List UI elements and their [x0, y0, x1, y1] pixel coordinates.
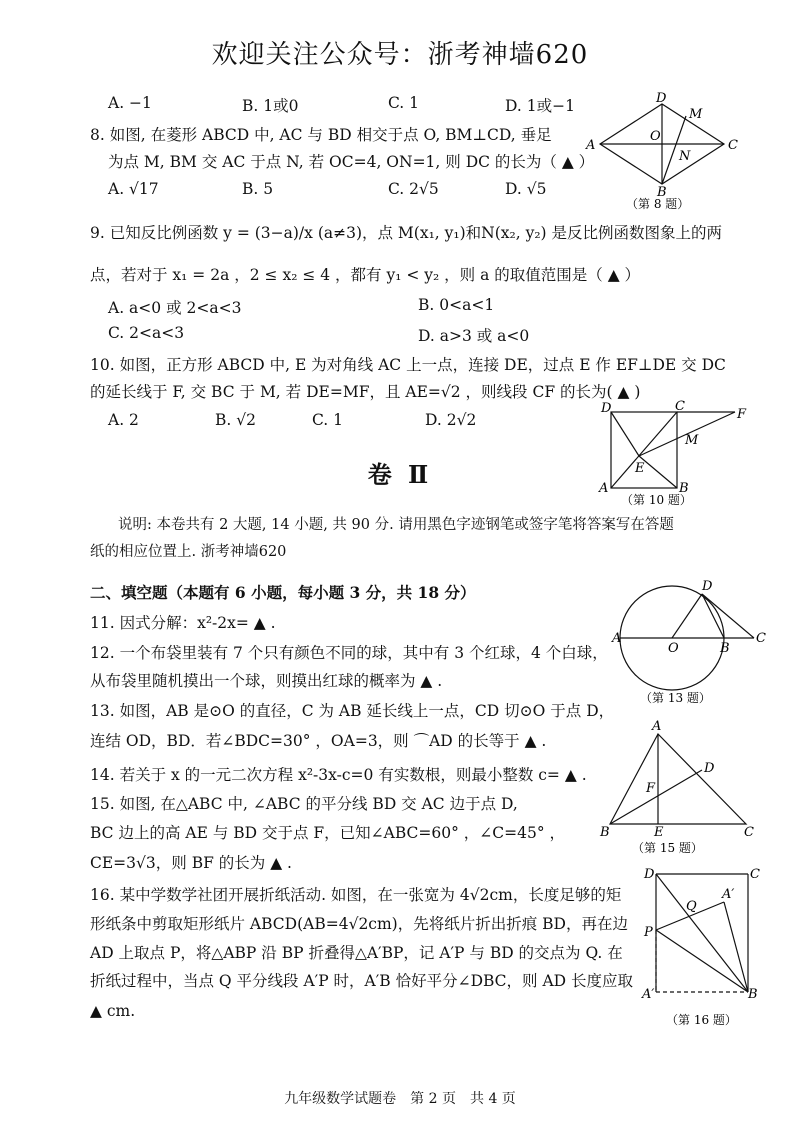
q13-label-c: C [756, 631, 766, 646]
q15-caption: （第 15 题） [632, 841, 703, 855]
q10-label-m: M [685, 433, 699, 448]
q8-option-b: B. 5 [242, 180, 274, 198]
q10-label-e: E [635, 461, 645, 476]
q8-label-o: O [650, 129, 661, 144]
q7-option-c: C. 1 [388, 94, 420, 112]
q15-line3: CE=3√3，则 BF 的长为 ▲ . [90, 854, 292, 872]
q8-option-c: C. 2√5 [388, 180, 439, 198]
q16-line4: 折纸过程中，当点 Q 平分线段 A′P 时，A′B 恰好平分∠DBC，则 AD 长度应取 [90, 972, 634, 990]
q13-line2: 连结 OD，BD．若∠BDC=30° ，OA=3，则 ⌒AD 的长等于 ▲ . [90, 732, 547, 750]
q15-label-e: E [654, 825, 664, 840]
q9-stem-line1: 9. 已知反比例函数 y = (3−a)/x (a≠3)，点 M(x₁, y₁)和N(x₂, y₂) 是反比例函数图象上的两 [90, 224, 723, 242]
q11-text: 11. 因式分解：x²-2x= ▲ . [90, 614, 276, 632]
part2-note-line2: 纸的相应位置上. 浙考神墙620 [90, 544, 287, 560]
q15-label-b: B [600, 825, 610, 840]
q10-stem-line1: 10. 如图，正方形 ABCD 中, E 为对角线 AC 上一点，连接 DE，过点 E 作 EF⊥DE 交 DC [90, 356, 726, 374]
q7-option-d: D. 1或−1 [505, 97, 575, 115]
q8-option-d: D. √5 [505, 180, 547, 198]
q8-label-d: D [656, 92, 667, 106]
q8-stem-line2: 为点 M, BM 交 AC 于点 N, 若 OC=4, ON=1, 则 DC 的长为（ ▲ ） [108, 153, 595, 171]
q10-label-f: F [737, 407, 747, 422]
q14-text: 14. 若关于 x 的一元二次方程 x²-3x-c=0 有实数根，则最小整数 c= ▲ . [90, 766, 587, 784]
section2-heading: 二、填空题（本题有 6 小题，每小题 3 分，共 18 分） [90, 583, 476, 602]
q15-label-d: D [704, 761, 715, 776]
q9-option-b: B. 0<a<1 [418, 296, 495, 314]
q16-label-d: D [644, 867, 655, 882]
q13-line1: 13. 如图，AB 是⊙O 的直径，C 为 AB 延长线上一点，CD 切⊙O 于点 D， [90, 702, 615, 720]
q10-label-d: D [601, 401, 612, 416]
q9-stem-line2: 点，若对于 x₁ = 2a ，2 ≤ x₂ ≤ 4 ，都有 y₁ < y₂ ，则 a 的取值范围是（ ▲ ） [90, 266, 641, 284]
q10-label-c: C [675, 400, 685, 414]
q16-line2: 形纸条中剪取矩形纸片 ABCD(AB=4√2cm)，先将纸片折出折痕 BD，再在边 [90, 915, 628, 933]
q8-rhombus-figure [580, 92, 750, 210]
q15-triangle-figure [596, 720, 766, 856]
q13-label-b: B [720, 641, 730, 656]
q13-circle-figure [610, 578, 780, 708]
q16-line1: 16. 某中学数学社团开展折纸活动. 如图，在一张宽为 4√2cm，长度足够的矩 [90, 886, 622, 904]
q13-label-a: A [612, 631, 622, 646]
q8-label-m: M [689, 107, 703, 122]
q10-label-b: B [679, 481, 689, 496]
q8-stem-line1: 8. 如图, 在菱形 ABCD 中, AC 与 BD 相交于点 O, BM⊥CD, 垂足 [90, 126, 552, 144]
header-banner: 欢迎关注公众号：浙考神墙620 [211, 40, 589, 70]
q15-label-a: A [652, 720, 662, 734]
q8-label-a: A [586, 138, 596, 153]
q16-line3: AD 上取点 P，将△ABP 沿 BP 折叠得△A′BP，记 A′P 与 BD 的交点为 Q. 在 [90, 944, 623, 962]
q13-label-d: D [702, 579, 713, 594]
q16-fold-figure [638, 864, 768, 1034]
q16-line5: ▲ cm. [90, 1002, 136, 1020]
q7-option-b: B. 1或0 [242, 97, 299, 115]
q15-line1: 15. 如图, 在△ABC 中, ∠ABC 的平分线 BD 交 AC 边于点 D, [90, 795, 518, 813]
q9-option-d: D. a>3 或 a<0 [418, 327, 530, 345]
q12-line2: 从布袋里随机摸出一个球，则摸出红球的概率为 ▲ . [90, 672, 443, 690]
q15-label-f: F [646, 781, 656, 796]
q13-caption: （第 13 题） [640, 691, 711, 705]
q10-stem-line2: 的延长线于 F, 交 BC 于 M, 若 DE=MF，且 AE=√2 ，则线段 CF 的长为( ▲ ) [90, 383, 641, 401]
q8-label-n: N [679, 149, 691, 164]
q16-caption: （第 16 题） [666, 1013, 737, 1027]
q8-label-b: B [657, 185, 667, 200]
part2-note-line1: 说明: 本卷共有 2 大题, 14 小题, 共 90 分. 请用黑色字迹钢笔或签字笔将答案写在答题 [118, 517, 674, 533]
q10-caption: （第 10 题） [621, 493, 692, 507]
q10-label-a: A [599, 481, 609, 496]
q15-line2: BC 边上的高 AE 与 BD 交于点 F，已知∠ABC=60° ，∠C=45° ， [90, 824, 566, 842]
q10-option-c: C. 1 [312, 411, 344, 429]
q10-option-d: D. 2√2 [425, 411, 477, 429]
q16-label-q: Q [686, 899, 697, 914]
q15-label-c: C [744, 825, 754, 840]
q9-option-a: A. a<0 或 2<a<3 [108, 299, 242, 317]
q7-option-a: A. −1 [108, 94, 152, 112]
part2-title: 卷 Ⅱ [367, 460, 433, 489]
q16-label-p: P [644, 925, 653, 940]
page-footer: 九年级数学试题卷 第 2 页 共 4 页 [284, 1091, 516, 1107]
q10-square-figure [595, 400, 755, 508]
q16-label-a-prime: A′ [722, 887, 735, 902]
q8-option-a: A. √17 [108, 180, 159, 198]
q13-label-o: O [668, 641, 679, 656]
q10-option-a: A. 2 [108, 411, 139, 429]
q8-caption: （第 8 题） [626, 197, 690, 210]
q12-line1: 12. 一个布袋里装有 7 个只有颜色不同的球，其中有 3 个红球，4 个白球， [90, 644, 608, 662]
q16-label-a-prime-2: A′ [642, 987, 655, 1002]
q8-label-c: C [728, 138, 738, 153]
q16-label-c: C [750, 867, 760, 882]
q9-option-c: C. 2<a<3 [108, 324, 185, 342]
q10-option-b: B. √2 [215, 411, 256, 429]
q16-label-b: B [748, 987, 758, 1002]
